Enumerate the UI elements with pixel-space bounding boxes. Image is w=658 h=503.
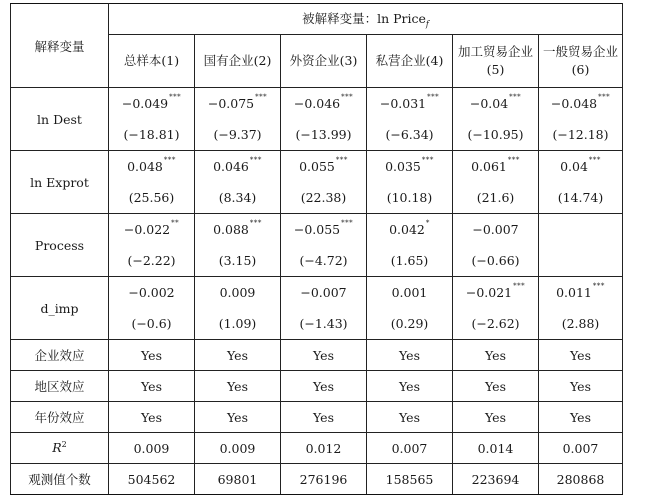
- effect-row: [11, 402, 623, 433]
- coefficient-number: 0.035: [385, 159, 421, 174]
- r-squared-value: 0.012: [281, 433, 367, 464]
- variable-label: ln Dest: [11, 88, 109, 151]
- cell-pair: [453, 214, 538, 276]
- t-statistic: (2.88): [561, 316, 600, 331]
- coefficient-cell: [539, 88, 623, 151]
- coefficient-number: −0.049: [121, 96, 169, 111]
- effect-value: Yes: [453, 371, 539, 402]
- coefficient-cell: [109, 88, 195, 151]
- coefficient-cell: [367, 151, 453, 214]
- coefficient-cell: [367, 277, 453, 340]
- coefficient-value: [109, 219, 194, 237]
- coefficient-value: [195, 93, 280, 111]
- column-header: 加工贸易企业(5): [453, 35, 539, 88]
- coefficient-cell: [281, 214, 367, 277]
- effect-row: [11, 371, 623, 402]
- coefficient-value: [109, 285, 194, 300]
- coefficient-value: [281, 219, 366, 237]
- cell-pair: [281, 277, 366, 339]
- observations-value: 280868: [539, 464, 623, 495]
- significance-stars: **: [171, 219, 180, 227]
- coefficient-number: −0.007: [472, 222, 519, 237]
- coefficient-number: 0.011: [556, 285, 592, 300]
- coefficient-row: [11, 88, 623, 151]
- coefficient-value: [453, 156, 538, 174]
- coefficient-number: −0.007: [300, 285, 347, 300]
- coefficient-cell: [453, 214, 539, 277]
- observations-value: 158565: [367, 464, 453, 495]
- coefficient-cell: [109, 151, 195, 214]
- coefficient-cell: [453, 88, 539, 151]
- significance-stars: ***: [341, 219, 354, 227]
- coefficient-cell: [367, 88, 453, 151]
- coefficient-cell: [195, 88, 281, 151]
- column-header: 私营企业(4): [367, 35, 453, 88]
- coefficient-value: [109, 156, 194, 174]
- significance-stars: ***: [341, 93, 354, 101]
- cell-pair: [453, 88, 538, 150]
- cell-pair: [367, 88, 452, 150]
- r-squared-label: [11, 433, 109, 464]
- coefficient-number: 0.042: [389, 222, 425, 237]
- t-statistic: (22.38): [300, 190, 347, 205]
- effect-value: Yes: [281, 402, 367, 433]
- coefficient-number: 0.055: [299, 159, 335, 174]
- t-statistic: (0.29): [390, 316, 429, 331]
- r-squared-value: 0.014: [453, 433, 539, 464]
- r-squared-value: 0.009: [109, 433, 195, 464]
- effect-row: [11, 340, 623, 371]
- coefficient-number: 0.046: [213, 159, 249, 174]
- coefficient-cell: [453, 151, 539, 214]
- r-squared-value: 0.007: [539, 433, 623, 464]
- significance-stars: ***: [249, 219, 262, 227]
- t-statistic: (8.34): [218, 190, 257, 205]
- significance-stars: ***: [163, 156, 176, 164]
- row-label-header: 解释变量: [11, 4, 109, 88]
- coefficient-cell: [109, 277, 195, 340]
- coefficient-number: 0.048: [127, 159, 163, 174]
- significance-stars: ***: [509, 93, 522, 101]
- t-statistic: (−0.6): [131, 316, 172, 331]
- coefficient-number: −0.031: [379, 96, 427, 111]
- effect-value: Yes: [367, 340, 453, 371]
- coefficient-value: [453, 282, 538, 300]
- t-statistic: (−18.81): [123, 127, 180, 142]
- cell-pair: [367, 151, 452, 213]
- coefficient-number: −0.075: [207, 96, 255, 111]
- coefficient-number: −0.046: [293, 96, 341, 111]
- significance-stars: ***: [255, 93, 268, 101]
- cell-pair: [539, 151, 622, 213]
- cell-pair: [539, 88, 622, 150]
- significance-stars: ***: [513, 282, 526, 290]
- coefficient-row: [11, 277, 623, 340]
- coefficient-value: [367, 93, 452, 111]
- t-statistic: (−2.62): [471, 316, 520, 331]
- cell-pair: [281, 151, 366, 213]
- coefficient-cell: [539, 277, 623, 340]
- t-statistic: (25.56): [128, 190, 175, 205]
- cell-pair: [281, 88, 366, 150]
- coefficient-value: [453, 222, 538, 237]
- cell-pair: [453, 277, 538, 339]
- coefficient-number: 0.061: [471, 159, 507, 174]
- cell-pair: [281, 214, 366, 276]
- significance-stars: *: [425, 219, 430, 227]
- coefficient-cell: [281, 151, 367, 214]
- dependent-variable-header: [109, 4, 623, 35]
- cell-pair: [539, 277, 622, 339]
- t-statistic: (1.65): [390, 253, 429, 268]
- coefficient-cell: [109, 214, 195, 277]
- effect-label: 地区效应: [11, 371, 109, 402]
- coefficient-number: 0.009: [219, 285, 256, 300]
- variable-label: Process: [11, 214, 109, 277]
- coefficient-value: [109, 93, 194, 111]
- coefficient-cell: [281, 277, 367, 340]
- dependent-variable-label: 被解释变量：ln Price: [302, 11, 426, 27]
- effect-label: 企业效应: [11, 340, 109, 371]
- effect-label: 年份效应: [11, 402, 109, 433]
- significance-stars: ***: [588, 156, 601, 164]
- r-squared-value: 0.007: [367, 433, 453, 464]
- regression-table: [10, 3, 623, 495]
- coefficient-cell: [539, 214, 623, 277]
- t-statistic: (−12.18): [552, 127, 609, 142]
- cell-pair: [453, 151, 538, 213]
- coefficient-number: 0.04: [560, 159, 588, 174]
- significance-stars: ***: [427, 93, 440, 101]
- coefficient-value: [367, 285, 452, 300]
- coefficient-value: [195, 156, 280, 174]
- cell-pair: [195, 88, 280, 150]
- variable-label: d_imp: [11, 277, 109, 340]
- t-statistic: (3.15): [218, 253, 257, 268]
- column-header: 外资企业(3): [281, 35, 367, 88]
- coefficient-cell: [367, 214, 453, 277]
- cell-pair: [195, 277, 280, 339]
- coefficient-number: −0.021: [465, 285, 513, 300]
- coefficient-value: [281, 93, 366, 111]
- coefficient-value: [367, 219, 452, 237]
- coefficient-row: [11, 151, 623, 214]
- t-statistic: (14.74): [557, 190, 604, 205]
- observations-value: 223694: [453, 464, 539, 495]
- coefficient-value: [195, 285, 280, 300]
- coefficient-row: [11, 214, 623, 277]
- t-statistic: (−9.37): [213, 127, 262, 142]
- dependent-variable-subscript: f: [425, 19, 429, 29]
- cell-pair: [367, 214, 452, 276]
- effect-value: Yes: [195, 340, 281, 371]
- t-statistic: (−1.43): [299, 316, 348, 331]
- coefficient-number: −0.002: [128, 285, 175, 300]
- r-squared-exponent: 2: [61, 440, 67, 450]
- coefficient-cell: [195, 214, 281, 277]
- t-statistic: (10.18): [386, 190, 433, 205]
- cell-pair: [367, 277, 452, 339]
- effect-value: Yes: [281, 371, 367, 402]
- significance-stars: ***: [421, 156, 434, 164]
- effect-value: Yes: [539, 340, 623, 371]
- significance-stars: ***: [592, 282, 605, 290]
- column-header: 一般贸易企业(6): [539, 35, 623, 88]
- cell-pair: [539, 214, 622, 276]
- cell-pair: [195, 214, 280, 276]
- cell-pair: [109, 277, 194, 339]
- coefficient-cell: [539, 151, 623, 214]
- effect-value: Yes: [453, 340, 539, 371]
- coefficient-cell: [195, 277, 281, 340]
- coefficient-cell: [195, 151, 281, 214]
- significance-stars: ***: [507, 156, 520, 164]
- coefficient-cell: [281, 88, 367, 151]
- t-statistic: (−2.22): [127, 253, 176, 268]
- cell-pair: [109, 214, 194, 276]
- t-statistic: (−4.72): [299, 253, 348, 268]
- effect-value: Yes: [109, 402, 195, 433]
- coefficient-value: [539, 93, 622, 111]
- coefficient-number: 0.088: [213, 222, 249, 237]
- r-squared-value: 0.009: [195, 433, 281, 464]
- significance-stars: ***: [598, 93, 611, 101]
- effect-value: Yes: [109, 371, 195, 402]
- coefficient-number: −0.022: [123, 222, 171, 237]
- variable-label: ln Exprot: [11, 151, 109, 214]
- cell-pair: [109, 151, 194, 213]
- t-statistic: (21.6): [476, 190, 515, 205]
- coefficient-value: [367, 156, 452, 174]
- observations-value: 276196: [281, 464, 367, 495]
- coefficient-value: [453, 93, 538, 111]
- coefficient-value: [281, 156, 366, 174]
- t-statistic: (−10.95): [467, 127, 524, 142]
- column-header: 国有企业(2): [195, 35, 281, 88]
- cell-pair: [195, 151, 280, 213]
- significance-stars: ***: [249, 156, 262, 164]
- effect-value: Yes: [109, 340, 195, 371]
- coefficient-number: 0.001: [391, 285, 428, 300]
- coefficient-number: −0.055: [293, 222, 341, 237]
- coefficient-value: [539, 156, 622, 174]
- cell-pair: [109, 88, 194, 150]
- coefficient-value: [195, 219, 280, 237]
- effect-value: Yes: [367, 371, 453, 402]
- effect-value: Yes: [367, 402, 453, 433]
- observations-label: 观测值个数: [11, 464, 109, 495]
- coefficient-value: [539, 282, 622, 300]
- significance-stars: ***: [169, 93, 182, 101]
- coefficient-number: −0.04: [469, 96, 509, 111]
- observations-value: 69801: [195, 464, 281, 495]
- coefficient-number: −0.048: [550, 96, 598, 111]
- effect-value: Yes: [281, 340, 367, 371]
- r-squared-symbol: R: [52, 440, 62, 456]
- t-statistic: (1.09): [218, 316, 257, 331]
- effect-value: Yes: [195, 402, 281, 433]
- column-header: 总样本(1): [109, 35, 195, 88]
- significance-stars: ***: [335, 156, 348, 164]
- t-statistic: (−6.34): [385, 127, 434, 142]
- effect-value: Yes: [195, 371, 281, 402]
- effect-value: Yes: [539, 402, 623, 433]
- observations-value: 504562: [109, 464, 195, 495]
- effect-value: Yes: [539, 371, 623, 402]
- effect-value: Yes: [453, 402, 539, 433]
- coefficient-value: [281, 285, 366, 300]
- coefficient-cell: [453, 277, 539, 340]
- t-statistic: (−13.99): [295, 127, 352, 142]
- t-statistic: (−0.66): [471, 253, 520, 268]
